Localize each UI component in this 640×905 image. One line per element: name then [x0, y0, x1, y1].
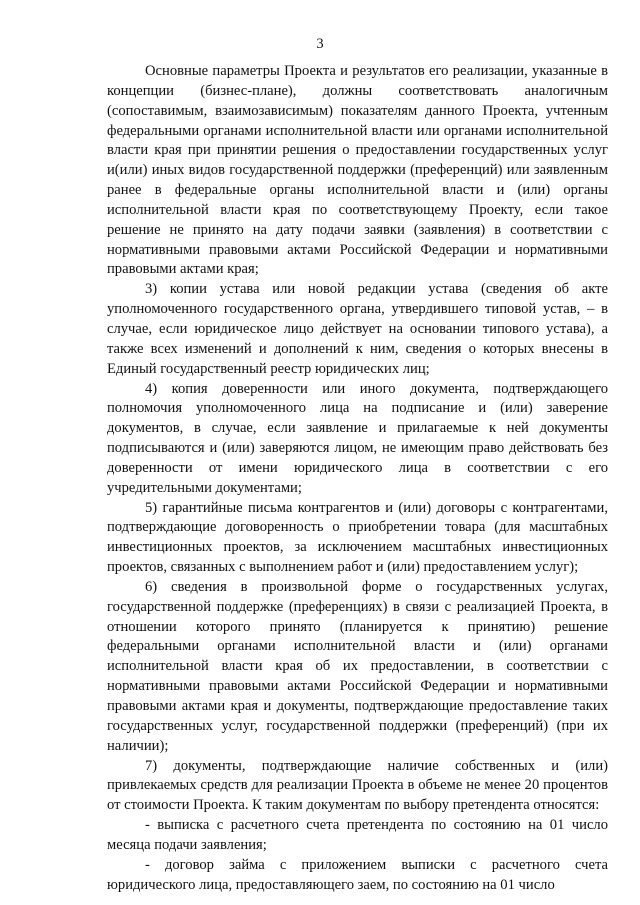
document-body	[107, 62, 608, 895]
paragraph-item-7: 7) документы, подтверждающие наличие собственных и (или) привлекаемых средств для реализации Проекта в объеме не менее 20 процентов от стоимости Проекта. К таким документам по выбору претендента относятся:	[107, 757, 608, 814]
paragraph-item-4: 4) копия доверенности или иного документа, подтверждающего полномочия уполномоченного лица на подписание и (или) заверение документов, в случае, если заявление и прилагаемые к ней документы подписываются и (или) заверяются лицом, не имеющим право действовать без доверенности от имени юридического лица в соответствии с его учредительными документами;	[107, 380, 608, 496]
list-item-loan-agreement: - договор займа с приложением выписки с расчетного счета юридического лица, предоставляющего заем, по состоянию на 01 число	[107, 856, 608, 893]
paragraph-item-3: 3) копии устава или новой редакции устава (сведения об акте уполномоченного государственного органа, утвердившего типовой устав, – в случае, если юридическое лицо действует на основании типового устава), а также всех изменений и дополнений к ним, сведения о которых внесены в Единый государственный реестр юридических лиц;	[107, 281, 608, 377]
paragraph-project-parameters: Основные параметры Проекта и результатов его реализации, указанные в концепции (бизнес-плане), должны соответствовать аналогичным (сопоставимым, взаимозависимым) показателям данного Проекта, учтенным федеральными органами исполнительной власти или органами исполнительной власти края при принятии решения о предоставлении государственных услуг и(или) иных видов государственной поддержки (преференций) или заявленным ранее в федеральные органы исполнительной власти и (или) органы исполнительной власти края по соответствующему Проекту, если такое решение не принято на дату подачи заявки (заявления) в соответствии с нормативными правовыми актами Российской Федерации и нормативными правовыми актами края;	[107, 63, 608, 278]
list-item-account-statement: - выписка с расчетного счета претендента по состоянию на 01 число месяца подачи заявления;	[107, 817, 608, 853]
paragraph-item-5: 5) гарантийные письма контрагентов и (или) договоры с контрагентами, подтверждающие договоренность о приобретении товара (для масштабных инвестиционных проектов, за исключением масштабных инвестиционных проектов, связанных с выполнением работ и (или) предоставлением услуг);	[107, 499, 608, 576]
page-number: 3	[316, 36, 324, 52]
paragraph-item-6: 6) сведения в произвольной форме о государственных услугах, государственной поддержке (преференциях) в связи с реализацией Проекта, в отношении которого принято (планируется к принятию) решение федеральными органами исполнительной власти и (или) органами исполнительной власти края об их предоставлении, в соответствии с нормативными правовыми актами Российской Федерации и нормативными правовыми актами края и документы, подтверждающие предоставление таких государственных услуг, государственной поддержки (преференций) (при их наличии);	[107, 578, 608, 754]
